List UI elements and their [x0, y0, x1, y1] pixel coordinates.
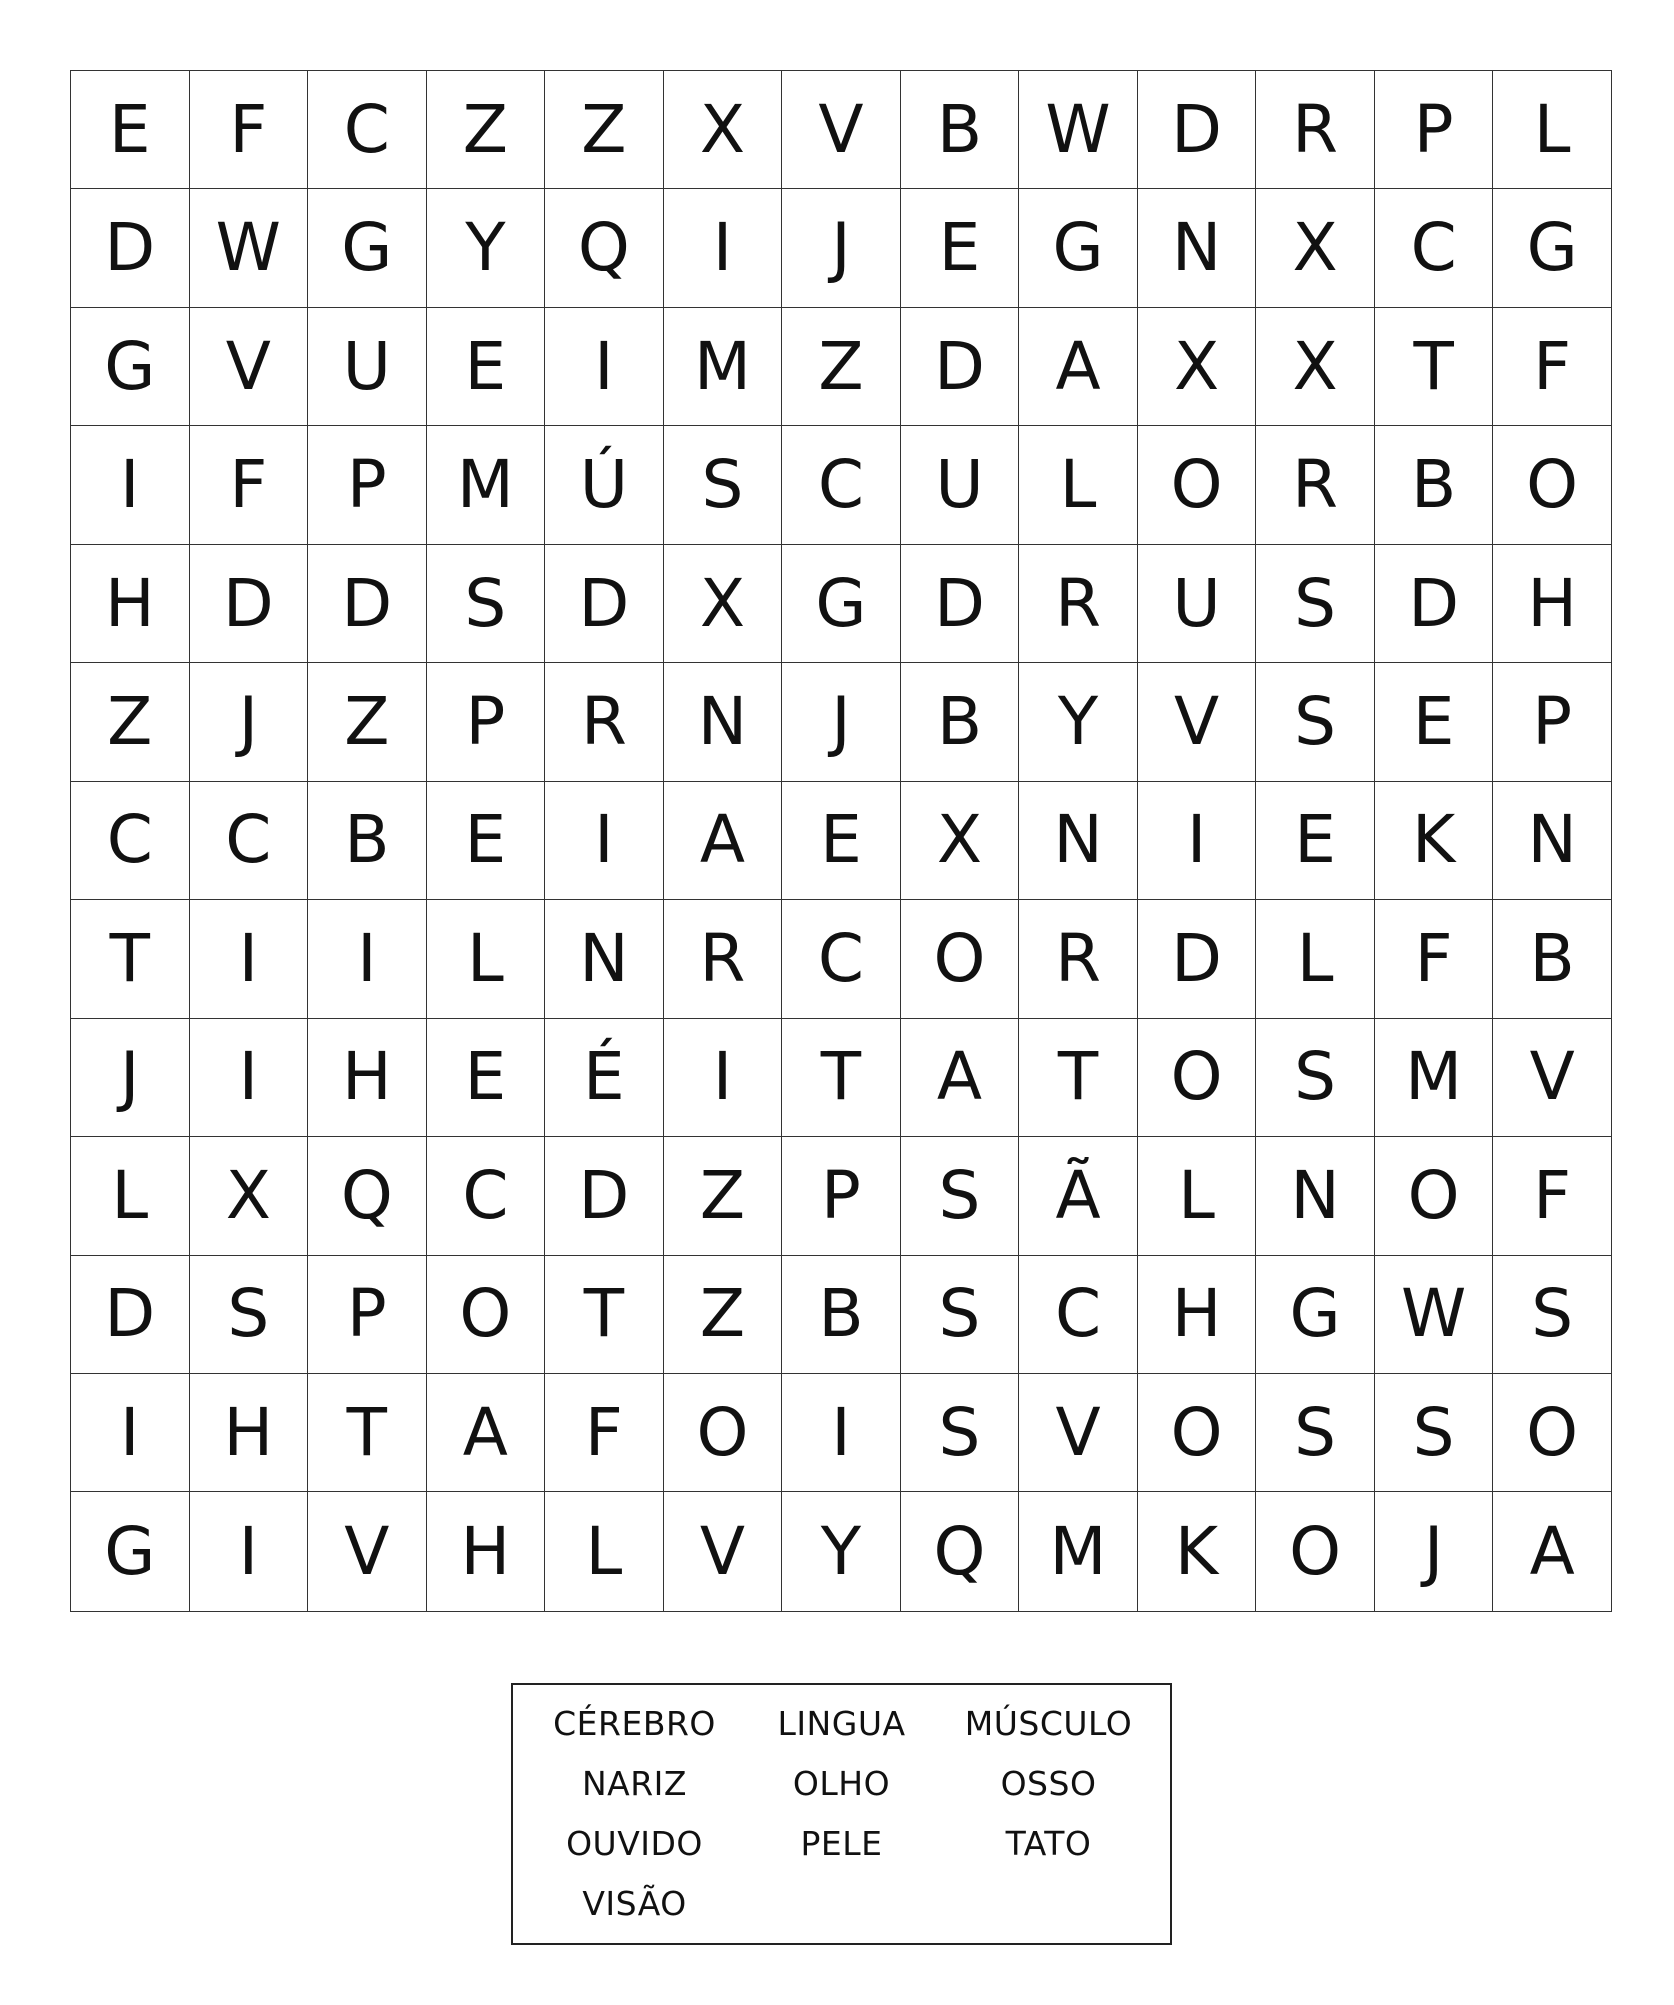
letter-cell[interactable]: I: [71, 426, 190, 544]
letter-cell[interactable]: E: [1375, 663, 1494, 781]
word-bank-item: CÉREBRO: [553, 1704, 716, 1743]
letter-cell[interactable]: D: [545, 545, 664, 663]
letter-cell[interactable]: B: [1493, 900, 1611, 1018]
letter-cell[interactable]: F: [545, 1374, 664, 1492]
letter-cell[interactable]: I: [664, 1019, 783, 1137]
letter-cell[interactable]: F: [190, 426, 309, 544]
letter-cell[interactable]: R: [1019, 545, 1138, 663]
grid-row: [71, 1374, 1611, 1492]
letter-cell[interactable]: A: [901, 1019, 1020, 1137]
letter-cell[interactable]: E: [1256, 782, 1375, 900]
letter-cell[interactable]: H: [1493, 545, 1611, 663]
word-bank-item: TATO: [1005, 1824, 1092, 1863]
word-bank-item: PELE: [800, 1824, 883, 1863]
word-bank-item: VISÃO: [582, 1884, 687, 1923]
letter-cell[interactable]: V: [1138, 663, 1257, 781]
letter-cell[interactable]: I: [664, 189, 783, 307]
letter-cell[interactable]: X: [664, 545, 783, 663]
letter-cell[interactable]: C: [782, 426, 901, 544]
letter-cell[interactable]: O: [664, 1374, 783, 1492]
letter-cell[interactable]: C: [782, 900, 901, 1018]
letter-cell[interactable]: Q: [901, 1492, 1020, 1610]
letter-cell[interactable]: S: [1256, 1374, 1375, 1492]
letter-cell[interactable]: D: [71, 1256, 190, 1374]
letter-cell[interactable]: L: [1493, 71, 1611, 189]
letter-cell[interactable]: A: [427, 1374, 546, 1492]
letter-cell[interactable]: Z: [427, 71, 546, 189]
letter-cell[interactable]: S: [1256, 663, 1375, 781]
letter-cell[interactable]: I: [190, 1019, 309, 1137]
letter-cell[interactable]: V: [782, 71, 901, 189]
letter-cell[interactable]: X: [1256, 308, 1375, 426]
letter-cell[interactable]: N: [1256, 1137, 1375, 1255]
letter-cell[interactable]: Z: [71, 663, 190, 781]
letter-cell[interactable]: J: [1375, 1492, 1494, 1610]
letter-cell[interactable]: Z: [308, 663, 427, 781]
letter-cell[interactable]: P: [1493, 663, 1611, 781]
letter-cell[interactable]: D: [1138, 900, 1257, 1018]
letter-cell[interactable]: B: [901, 71, 1020, 189]
letter-cell[interactable]: S: [901, 1374, 1020, 1492]
letter-cell[interactable]: E: [427, 308, 546, 426]
letter-cell[interactable]: R: [1256, 426, 1375, 544]
grid-row: [71, 71, 1611, 189]
letter-cell[interactable]: J: [190, 663, 309, 781]
letter-cell[interactable]: V: [308, 1492, 427, 1610]
letter-cell[interactable]: M: [664, 308, 783, 426]
letter-cell[interactable]: N: [664, 663, 783, 781]
letter-cell[interactable]: D: [1138, 71, 1257, 189]
letter-cell[interactable]: D: [308, 545, 427, 663]
letter-cell[interactable]: Q: [308, 1137, 427, 1255]
letter-cell[interactable]: I: [782, 1374, 901, 1492]
letter-cell[interactable]: I: [190, 900, 309, 1018]
letter-cell[interactable]: B: [901, 663, 1020, 781]
letter-cell[interactable]: Q: [545, 189, 664, 307]
letter-cell[interactable]: D: [1375, 545, 1494, 663]
letter-cell[interactable]: W: [190, 189, 309, 307]
letter-cell[interactable]: Z: [545, 71, 664, 189]
letter-cell[interactable]: V: [190, 308, 309, 426]
letter-cell[interactable]: N: [1493, 782, 1611, 900]
letter-cell[interactable]: O: [1256, 1492, 1375, 1610]
letter-cell[interactable]: O: [1493, 1374, 1611, 1492]
letter-cell[interactable]: G: [71, 1492, 190, 1610]
word-bank-item: OSSO: [1000, 1764, 1097, 1803]
letter-cell[interactable]: X: [901, 782, 1020, 900]
letter-cell[interactable]: O: [1138, 426, 1257, 544]
word-bank: [511, 1683, 1172, 1945]
word-bank-item: LINGUA: [777, 1704, 906, 1743]
letter-cell[interactable]: R: [545, 663, 664, 781]
grid-row: [71, 189, 1611, 307]
letter-cell[interactable]: G: [71, 308, 190, 426]
letter-cell[interactable]: B: [1375, 426, 1494, 544]
letter-cell[interactable]: G: [782, 545, 901, 663]
letter-cell[interactable]: L: [71, 1137, 190, 1255]
letter-cell[interactable]: U: [308, 308, 427, 426]
letter-cell[interactable]: F: [190, 71, 309, 189]
letter-cell[interactable]: E: [901, 189, 1020, 307]
letter-cell[interactable]: F: [1493, 308, 1611, 426]
letter-cell[interactable]: L: [1019, 426, 1138, 544]
letter-cell[interactable]: O: [1138, 1374, 1257, 1492]
letter-cell[interactable]: P: [1375, 71, 1494, 189]
letter-cell[interactable]: C: [1019, 1256, 1138, 1374]
letter-cell[interactable]: N: [545, 900, 664, 1018]
grid-row: [71, 426, 1611, 544]
letter-cell[interactable]: H: [190, 1374, 309, 1492]
letter-cell[interactable]: S: [1256, 1019, 1375, 1137]
letter-cell[interactable]: M: [1375, 1019, 1494, 1137]
letter-cell[interactable]: P: [782, 1137, 901, 1255]
letter-cell[interactable]: R: [1019, 900, 1138, 1018]
grid-row: [71, 1492, 1611, 1610]
letter-cell[interactable]: X: [664, 71, 783, 189]
letter-cell[interactable]: V: [664, 1492, 783, 1610]
letter-cell[interactable]: A: [1529, 1512, 1575, 1590]
letter-cell[interactable]: P: [308, 426, 427, 544]
letter-cell[interactable]: G: [1256, 1256, 1375, 1374]
letter-cell[interactable]: C: [190, 782, 309, 900]
letter-cell[interactable]: H: [427, 1492, 546, 1610]
word-bank-item: OLHO: [792, 1764, 891, 1803]
letter-cell[interactable]: T: [1019, 1019, 1138, 1137]
letter-cell[interactable]: Z: [782, 308, 901, 426]
letter-cell[interactable]: L: [545, 1492, 664, 1610]
letter-cell[interactable]: V: [1019, 1374, 1138, 1492]
letter-cell[interactable]: O: [1493, 426, 1611, 544]
letter-cell[interactable]: Z: [664, 1137, 783, 1255]
grid-row: [71, 308, 1611, 426]
letter-cell[interactable]: O: [901, 900, 1020, 1018]
word-bank-item: NARIZ: [581, 1764, 688, 1803]
grid-row: [71, 782, 1611, 900]
letter-cell[interactable]: E: [71, 71, 190, 189]
letter-cell[interactable]: D: [71, 189, 190, 307]
letter-cell[interactable]: S: [1493, 1256, 1611, 1374]
letter-cell[interactable]: R: [664, 900, 783, 1018]
letter-cell[interactable]: W: [1375, 1256, 1494, 1374]
letter-cell[interactable]: X: [190, 1137, 309, 1255]
letter-cell[interactable]: T: [1375, 308, 1494, 426]
letter-cell[interactable]: J: [782, 189, 901, 307]
word-bank-item: OUVIDO: [566, 1824, 703, 1863]
letter-cell[interactable]: C: [71, 782, 190, 900]
letter-cell[interactable]: I: [190, 1492, 309, 1610]
letter-cell[interactable]: X: [1138, 308, 1257, 426]
letter-cell[interactable]: O: [1138, 1019, 1257, 1137]
letter-cell[interactable]: N: [1019, 782, 1138, 900]
letter-cell[interactable]: Y: [1019, 663, 1138, 781]
letter-cell[interactable]: D: [545, 1137, 664, 1255]
letter-cell[interactable]: N: [1138, 189, 1257, 307]
letter-cell[interactable]: G: [1493, 189, 1611, 307]
letter-cell[interactable]: M: [1019, 1492, 1138, 1610]
letter-cell[interactable]: L: [1256, 900, 1375, 1018]
letter-cell[interactable]: Z: [664, 1256, 783, 1374]
letter-cell[interactable]: Ã: [1019, 1137, 1138, 1255]
letter-cell[interactable]: H: [308, 1019, 427, 1137]
letter-cell[interactable]: I: [308, 900, 427, 1018]
letter-cell[interactable]: E: [427, 1019, 546, 1137]
letter-cell[interactable]: H: [71, 545, 190, 663]
letter-cell[interactable]: V: [1493, 1019, 1611, 1137]
letter-cell[interactable]: I: [71, 1374, 190, 1492]
letter-cell[interactable]: C: [308, 71, 427, 189]
letter-cell[interactable]: G: [1019, 189, 1138, 307]
letter-cell[interactable]: H: [1138, 1256, 1257, 1374]
letter-cell[interactable]: R: [1256, 71, 1375, 189]
letter-cell[interactable]: A: [664, 782, 783, 900]
letter-cell[interactable]: S: [664, 426, 783, 544]
letter-cell[interactable]: D: [901, 545, 1020, 663]
letter-cell[interactable]: P: [308, 1256, 427, 1374]
letter-cell[interactable]: S: [901, 1137, 1020, 1255]
letter-cell[interactable]: C: [427, 1137, 546, 1255]
letter-cell[interactable]: T: [545, 1256, 664, 1374]
letter-cell[interactable]: J: [782, 663, 901, 781]
letter-cell[interactable]: O: [427, 1256, 546, 1374]
grid-row: [71, 1019, 1611, 1137]
letter-cell[interactable]: D: [190, 545, 309, 663]
letter-cell[interactable]: K: [1375, 782, 1494, 900]
letter-cell[interactable]: Ú: [545, 426, 664, 544]
letter-cell[interactable]: S: [190, 1256, 309, 1374]
letter-cell[interactable]: E: [782, 782, 901, 900]
letter-cell[interactable]: I: [1138, 782, 1257, 900]
letter-cell[interactable]: W: [1019, 71, 1138, 189]
letter-cell[interactable]: T: [71, 900, 190, 1018]
letter-cell[interactable]: I: [545, 782, 664, 900]
grid-row: [71, 900, 1611, 1018]
letter-cell[interactable]: I: [545, 308, 664, 426]
letter-cell[interactable]: D: [901, 308, 1020, 426]
letter-cell[interactable]: Y: [782, 1492, 901, 1610]
grid-row: [71, 1137, 1611, 1255]
letter-cell[interactable]: F: [1375, 900, 1494, 1018]
letter-cell[interactable]: U: [1138, 545, 1257, 663]
letter-cell[interactable]: E: [427, 782, 546, 900]
letter-cell[interactable]: L: [427, 900, 546, 1018]
grid-row: [71, 1256, 1611, 1374]
letter-cell[interactable]: M: [427, 426, 546, 544]
letter-cell[interactable]: S: [427, 545, 546, 663]
letter-cell[interactable]: F: [1493, 1137, 1611, 1255]
letter-cell[interactable]: B: [782, 1256, 901, 1374]
word-bank-item: MÚSCULO: [964, 1704, 1133, 1743]
letter-cell[interactable]: G: [308, 189, 427, 307]
letter-cell[interactable]: T: [308, 1374, 427, 1492]
letter-cell[interactable]: P: [427, 663, 546, 781]
letter-cell[interactable]: K: [1138, 1492, 1257, 1610]
letter-cell[interactable]: J: [71, 1019, 190, 1137]
letter-cell[interactable]: É: [545, 1019, 664, 1137]
grid-row: [71, 545, 1611, 663]
letter-cell[interactable]: U: [901, 426, 1020, 544]
letter-cell[interactable]: X: [1256, 189, 1375, 307]
letter-cell[interactable]: L: [1138, 1137, 1257, 1255]
word-bank-list: [537, 1703, 1146, 1925]
letter-cell[interactable]: T: [782, 1019, 901, 1137]
letter-cell[interactable]: A: [1019, 308, 1138, 426]
letter-grid: [70, 70, 1612, 1612]
letter-cell[interactable]: S: [901, 1256, 1020, 1374]
letter-cell[interactable]: S: [1256, 545, 1375, 663]
letter-cell[interactable]: C: [1375, 189, 1494, 307]
letter-cell[interactable]: S: [1375, 1374, 1494, 1492]
letter-cell[interactable]: Y: [427, 189, 546, 307]
letter-cell[interactable]: B: [308, 782, 427, 900]
grid-row: [71, 663, 1611, 781]
letter-cell[interactable]: O: [1375, 1137, 1494, 1255]
